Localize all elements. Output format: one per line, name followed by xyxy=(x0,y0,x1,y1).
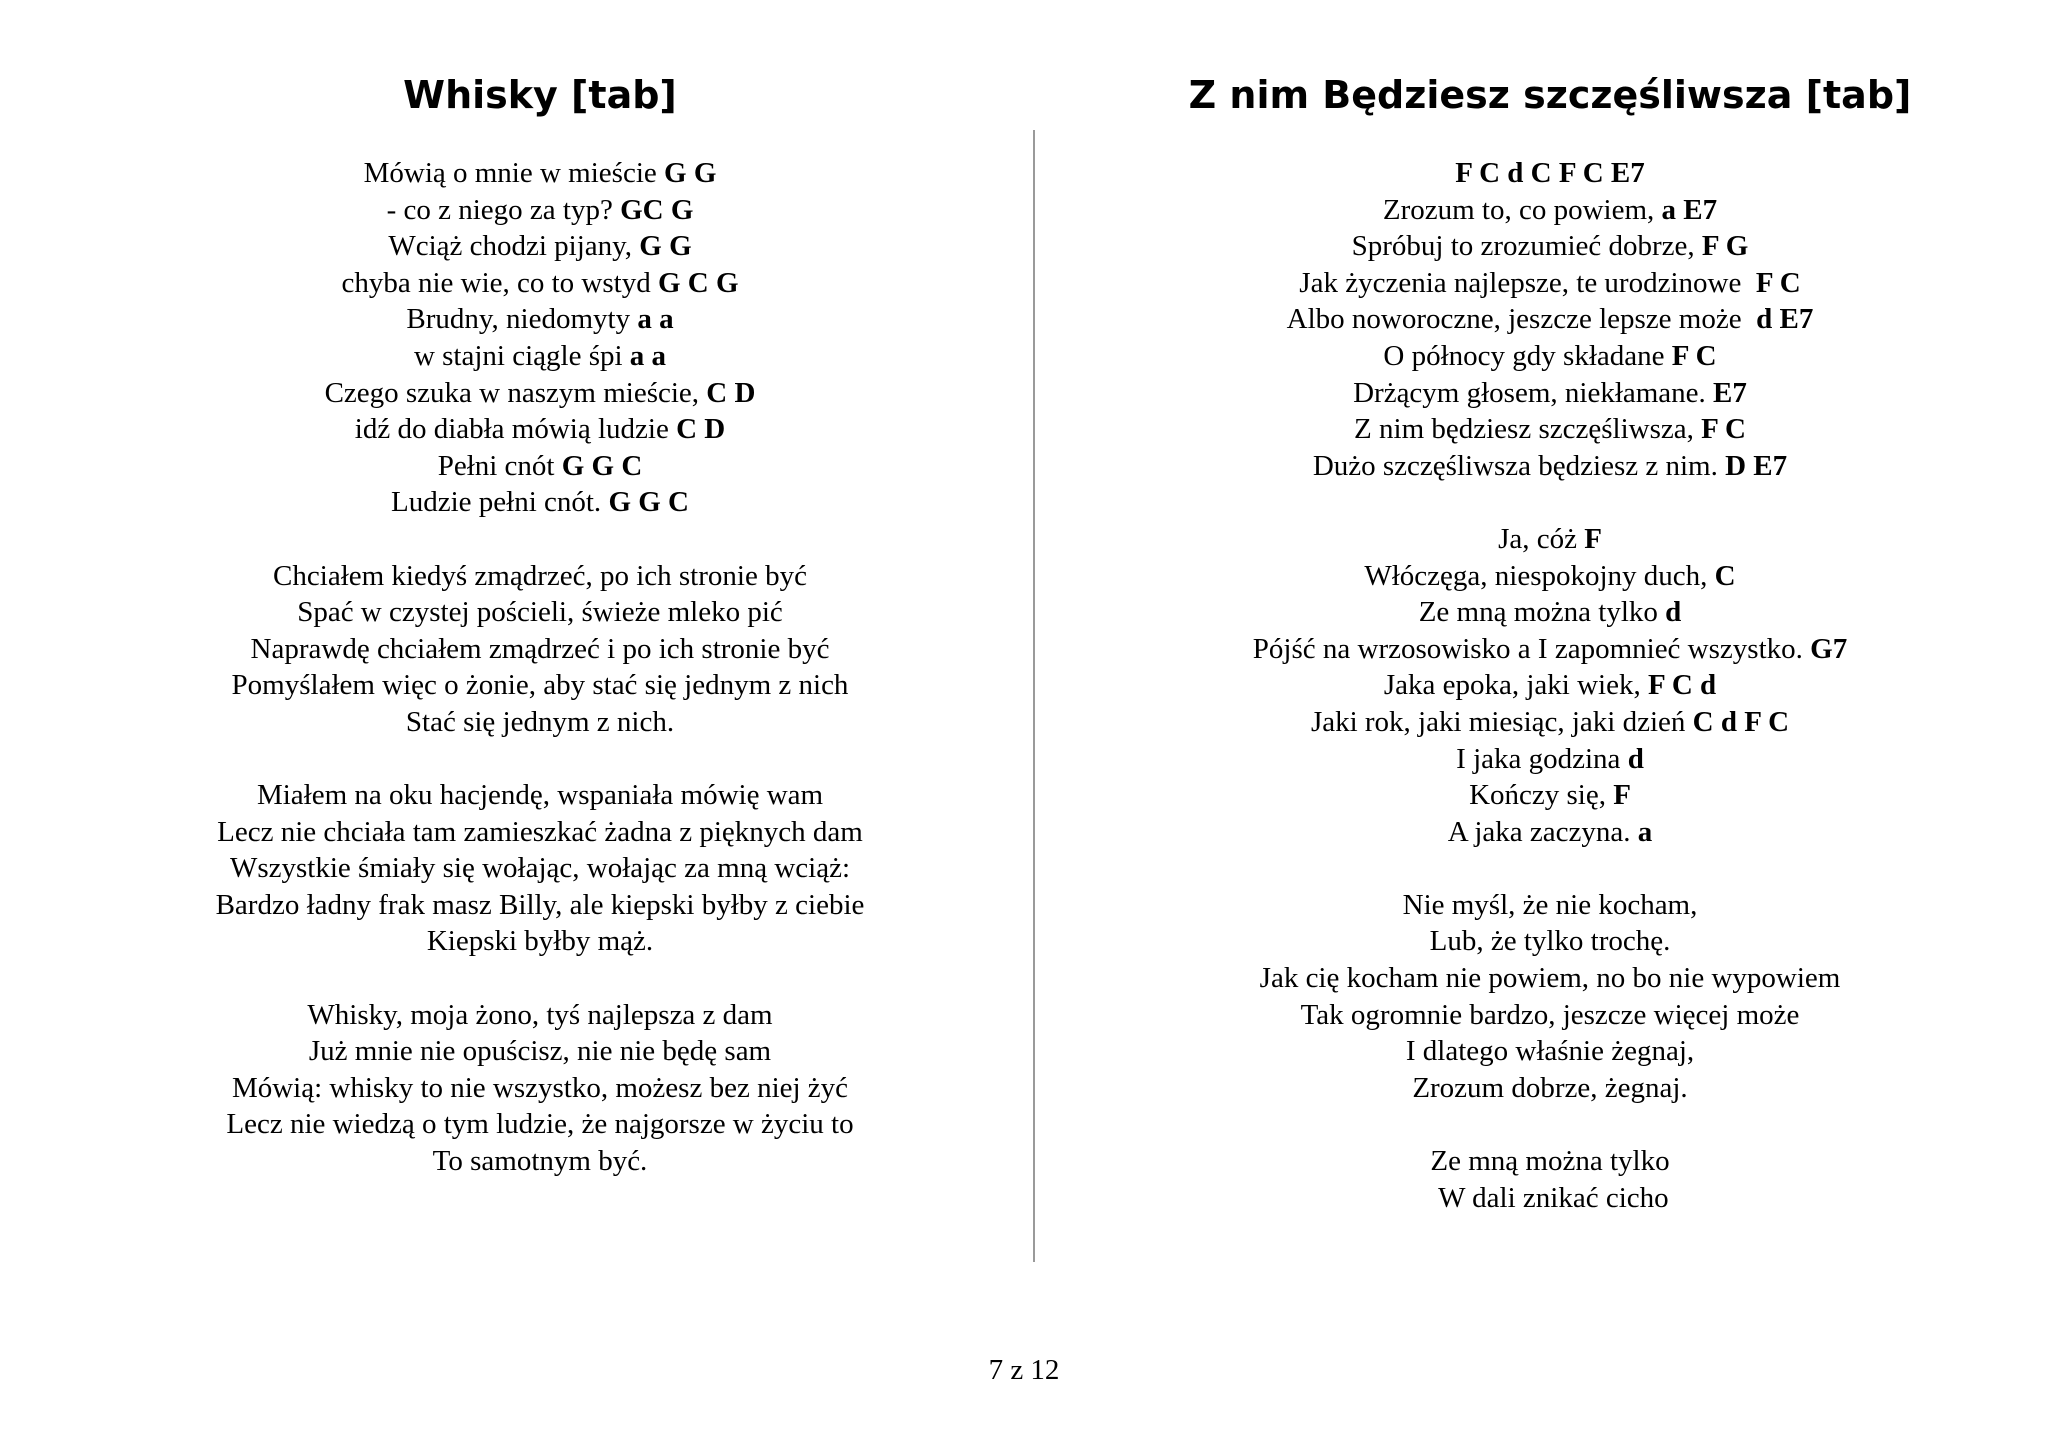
lyric-text: Nie myśl, że nie kocham, xyxy=(1402,888,1698,921)
lyric-text: Pomyślałem więc o żonie, aby stać się jednym z nich xyxy=(231,669,849,702)
lyric-line xyxy=(1110,1033,1990,1070)
lyric-text: Mówią: whisky to nie wszystko, możesz bez niej żyć xyxy=(231,1071,849,1104)
lyric-text: I dlatego właśnie żegnaj, xyxy=(1405,1035,1695,1068)
lyric-text: Mówią o mnie w mieście xyxy=(363,157,665,189)
lyric-text: Ludzie pełni cnót. xyxy=(391,486,609,519)
lyric-text: Włóczęga, niespokojny duch, xyxy=(1364,559,1715,592)
lyric-line xyxy=(1110,1180,1990,1217)
chord-symbols: D E7 xyxy=(1725,449,1788,482)
lyric-line xyxy=(140,1106,940,1143)
lyric-line xyxy=(1110,923,1990,960)
lyric-line xyxy=(140,192,940,229)
lyric-text: Dużo szczęśliwsza będziesz z nim. xyxy=(1312,449,1726,482)
lyric-line xyxy=(1110,375,1990,412)
lyric-line xyxy=(140,375,940,412)
lyric-line xyxy=(1110,594,1990,631)
song-title-whisky: Whisky [tab] xyxy=(403,73,677,117)
lyric-text: Lecz nie chciała tam zamieszkać żadna z pięknych dam xyxy=(217,815,863,848)
lyric-line xyxy=(1110,704,1990,741)
lyric-text: Jak życzenia najlepsze, te urodzinowe xyxy=(1299,266,1756,299)
lyric-line xyxy=(1110,411,1990,448)
lyric-text: Wciąż chodzi pijany, xyxy=(388,230,640,263)
song-title-z-nim-bedziesz-szczesliwsza: Z nim Będziesz szczęśliwsza [tab] xyxy=(1188,73,1912,117)
chord-symbols: G7 xyxy=(1810,632,1848,665)
lyric-text: Z nim będziesz szczęśliwsza, xyxy=(1354,413,1702,446)
lyric-line xyxy=(140,411,940,448)
lyric-line xyxy=(1110,960,1990,997)
lyric-line xyxy=(140,814,940,851)
chord-symbols: G C G xyxy=(657,266,739,299)
lyric-text: Spróbuj to zrozumieć dobrze, xyxy=(1351,230,1702,263)
lyric-text: Już mnie nie opuścisz, nie nie będę sam xyxy=(308,1035,772,1068)
lyric-line xyxy=(140,777,940,814)
lyric-line xyxy=(140,301,940,338)
chord-symbols: a E7 xyxy=(1661,193,1718,226)
lyric-text: Jaka epoka, jaki wiek, xyxy=(1383,669,1648,702)
chord-symbols: G G C xyxy=(608,486,689,519)
lyric-line xyxy=(1110,997,1990,1034)
lyric-line xyxy=(1110,558,1990,595)
lyric-line xyxy=(140,850,940,887)
stanza xyxy=(140,997,940,1180)
lyric-line xyxy=(140,1143,940,1180)
lyric-text: Pójść na wrzosowisko a I zapomnieć wszystko. xyxy=(1252,632,1811,665)
stanza xyxy=(1110,521,1990,850)
lyric-line xyxy=(140,265,940,302)
lyric-line xyxy=(1110,448,1990,485)
lyric-text: Kiepski byłby mąż. xyxy=(426,925,654,958)
chord-symbols: d E7 xyxy=(1756,303,1814,336)
chord-symbols: E7 xyxy=(1713,376,1747,409)
chord-symbols: F xyxy=(1613,779,1631,812)
chord-symbols: GC G xyxy=(620,193,694,226)
chord-symbols: C D xyxy=(676,413,726,446)
lyric-line xyxy=(140,155,940,192)
lyric-line xyxy=(140,448,940,485)
song-lyrics-whisky xyxy=(140,155,940,1180)
lyric-line xyxy=(140,997,940,1034)
lyric-line xyxy=(140,594,940,631)
lyric-line xyxy=(1110,1070,1990,1107)
lyric-text: Miałem na oku hacjendę, wspaniała mówię wam xyxy=(256,779,824,812)
stanza xyxy=(1110,155,1990,484)
lyric-text: Lub, że tylko trochę. xyxy=(1429,925,1671,958)
page-number: 7 z 12 xyxy=(988,1354,1060,1386)
lyric-line xyxy=(1110,1143,1990,1180)
stanza xyxy=(140,155,940,521)
lyric-text: Drżącym głosem, niekłamane. xyxy=(1353,376,1714,409)
lyric-line xyxy=(1110,301,1990,338)
chord-symbols: F C d C F C E7 xyxy=(1455,157,1645,189)
chord-symbols: C d F C xyxy=(1692,705,1790,738)
lyric-text: Pełni cnót xyxy=(437,449,562,482)
lyric-line xyxy=(140,1070,940,1107)
lyric-text: Zrozum dobrze, żegnaj. xyxy=(1412,1071,1688,1104)
lyric-line xyxy=(140,704,940,741)
lyric-text: Zrozum to, co powiem, xyxy=(1382,193,1662,226)
lyric-line xyxy=(140,484,940,521)
lyric-line xyxy=(1110,521,1990,558)
lyric-line xyxy=(1110,667,1990,704)
stanza xyxy=(1110,887,1990,1107)
chord-symbols: a a xyxy=(637,303,674,336)
lyric-text: W dali znikać cicho xyxy=(1431,1181,1669,1214)
stanza xyxy=(140,558,940,741)
lyric-text: Wszystkie śmiały się wołając, wołając za mną wciąż: xyxy=(229,852,851,885)
lyric-text: Ze mną można tylko xyxy=(1430,1145,1670,1178)
chord-symbols: F C d xyxy=(1647,669,1717,702)
chord-symbols: C xyxy=(1714,559,1736,592)
lyric-line xyxy=(1110,265,1990,302)
lyric-line xyxy=(1110,155,1990,192)
lyric-text: O północy gdy składane xyxy=(1383,339,1672,372)
lyric-text: Naprawdę chciałem zmądrzeć i po ich stronie być xyxy=(250,632,830,665)
lyric-text: Stać się jednym z nich. xyxy=(405,705,675,738)
lyric-line xyxy=(1110,192,1990,229)
lyric-text: chyba nie wie, co to wstyd xyxy=(341,266,658,299)
lyric-line xyxy=(1110,814,1990,851)
lyric-text: Tak ogromnie bardzo, jeszcze więcej może xyxy=(1300,998,1800,1031)
lyric-text: - co z niego za typ? xyxy=(386,193,621,226)
chord-symbols: d xyxy=(1627,742,1644,775)
lyric-line xyxy=(140,923,940,960)
song-lyrics-z-nim-bedziesz-szczesliwsza xyxy=(1110,155,1990,1216)
lyric-line xyxy=(1110,338,1990,375)
chord-symbols: C D xyxy=(706,376,756,409)
lyric-line xyxy=(140,228,940,265)
chord-symbols: G G xyxy=(639,230,692,263)
lyric-text: Jaki rok, jaki miesiąc, jaki dzień xyxy=(1310,705,1693,738)
lyric-text: Ja, cóż xyxy=(1498,522,1585,555)
lyric-text: Whisky, moja żono, tyś najlepsza z dam xyxy=(307,998,773,1031)
lyric-text: Ze mną można tylko xyxy=(1418,596,1666,629)
lyric-text: I jaka godzina xyxy=(1456,742,1628,775)
chord-symbols: G G xyxy=(664,157,717,189)
lyric-line xyxy=(1110,631,1990,668)
lyric-line xyxy=(140,631,940,668)
lyric-line xyxy=(140,558,940,595)
chord-symbols: a xyxy=(1637,815,1653,848)
column-divider xyxy=(1033,130,1035,1262)
lyric-text: Kończy się, xyxy=(1469,779,1614,812)
chord-symbols: G G C xyxy=(561,449,643,482)
chord-symbols: F G xyxy=(1701,230,1749,263)
stanza xyxy=(140,777,940,960)
chord-symbols: F C xyxy=(1701,413,1746,446)
lyric-text: w stajni ciągle śpi xyxy=(413,339,630,372)
lyric-line xyxy=(140,1033,940,1070)
lyric-text: Spać w czystej pościeli, świeże mleko pić xyxy=(297,596,783,629)
lyric-line xyxy=(140,338,940,375)
chord-symbols: a a xyxy=(629,339,667,372)
lyric-text: Chciałem kiedyś zmądrzeć, po ich stronie być xyxy=(273,559,807,592)
lyric-line xyxy=(1110,777,1990,814)
lyric-line xyxy=(140,887,940,924)
lyric-line xyxy=(1110,741,1990,778)
lyric-text: Albo noworoczne, jeszcze lepsze może xyxy=(1286,303,1757,336)
stanza xyxy=(1110,1143,1990,1216)
lyric-line xyxy=(1110,228,1990,265)
lyric-text: Czego szuka w naszym mieście, xyxy=(324,376,707,409)
lyric-text: Lecz nie wiedzą o tym ludzie, że najgorsze w życiu to xyxy=(226,1108,854,1141)
lyric-text: Bardzo ładny frak masz Billy, ale kiepski byłby z ciebie xyxy=(215,888,865,921)
lyric-text: A jaka zaczyna. xyxy=(1447,815,1638,848)
chord-symbols: F C xyxy=(1755,266,1801,299)
lyric-text: Jak cię kocham nie powiem, no bo nie wypowiem xyxy=(1259,962,1841,995)
lyric-line xyxy=(140,667,940,704)
chord-symbols: F C xyxy=(1671,339,1717,372)
lyric-text: Brudny, niedomyty xyxy=(406,303,638,336)
chord-symbols: d xyxy=(1665,596,1682,629)
lyric-text: To samotnym być. xyxy=(432,1145,648,1178)
chord-symbols: F xyxy=(1584,522,1602,555)
lyric-text: idź do diabła mówią ludzie xyxy=(354,413,677,446)
lyric-line xyxy=(1110,887,1990,924)
